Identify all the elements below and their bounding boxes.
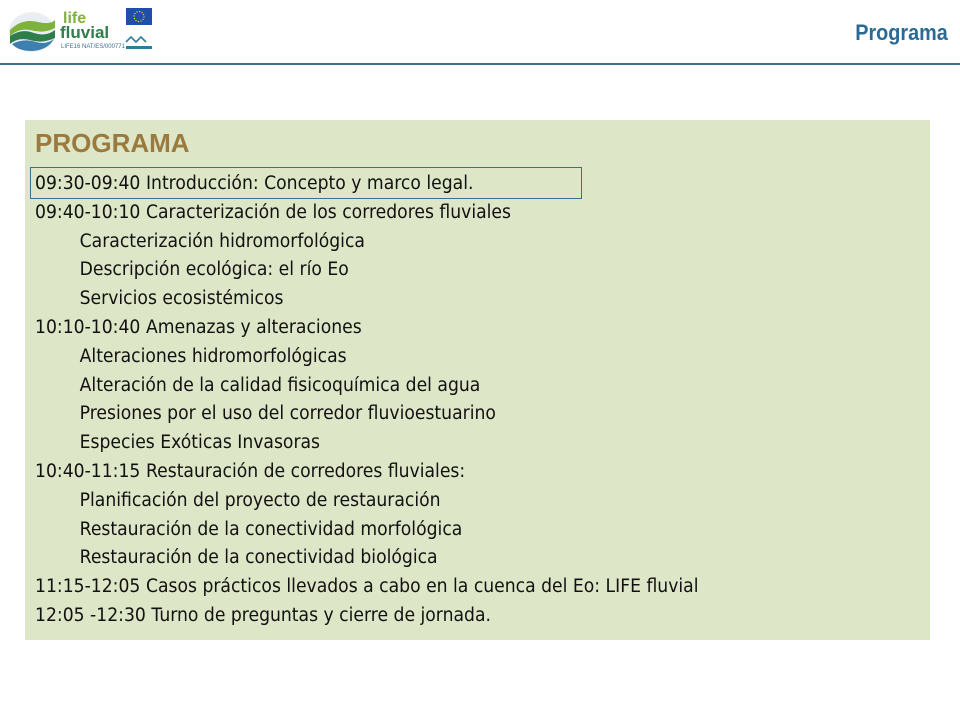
programa-item-text: Restauración de la conectividad biológica <box>79 547 438 569</box>
programa-item-text: Alteración de la calidad fisicoquímica del agua <box>79 374 481 396</box>
logo-text-life: life <box>63 10 87 27</box>
programa-item-time: 12:05 -12:30 <box>35 604 146 626</box>
programa-subitem <box>35 429 698 458</box>
programa-list <box>35 170 748 631</box>
programa-item-text: Caracterización hidromorfológica <box>79 230 365 252</box>
programa-subitem <box>35 544 698 573</box>
programa-item <box>35 458 698 487</box>
programa-panel <box>25 120 930 640</box>
programa-item-time: 09:30-09:40 <box>35 173 141 194</box>
programa-subitem <box>35 487 698 516</box>
programa-item-text: Turno de preguntas y cierre de jornada. <box>151 604 491 626</box>
programa-item-text: Amenazas y alteraciones <box>145 316 362 338</box>
life-fluvial-logo <box>8 6 158 58</box>
programa-subitem <box>35 285 698 314</box>
logo-project-code: LIFE16 NAT/ES/000771 <box>61 44 125 50</box>
programa-item-text: Presiones por el uso del corredor fluvioestuarino <box>79 403 496 425</box>
programa-item <box>35 602 698 631</box>
programa-subitem <box>35 228 698 257</box>
programa-item <box>35 314 698 343</box>
programa-item-text: Casos prácticos llevados a cabo en la cuenca del Eo: LIFE fluvial <box>145 576 699 598</box>
logo-text-fluvial: fluvial <box>60 23 110 42</box>
programa-subitem <box>35 343 698 372</box>
programa-item-text: Restauración de corredores fluviales: <box>145 460 466 482</box>
programa-item-text: Caracterización de los corredores fluviales <box>145 201 511 223</box>
programa-item-text: Servicios ecosistémicos <box>79 288 284 310</box>
page-title: Programa <box>855 20 948 45</box>
programa-subitem <box>35 372 698 401</box>
programa-item <box>35 199 698 228</box>
programa-item <box>35 170 698 199</box>
programa-heading: PROGRAMA <box>35 128 190 158</box>
programa-item-time: 11:15-12:05 <box>35 576 141 598</box>
programa-subitem <box>35 516 698 545</box>
programa-item-text: Alteraciones hidromorfológicas <box>79 345 347 367</box>
programa-item-text: Descripción ecológica: el río Eo <box>79 259 349 281</box>
header <box>0 0 960 63</box>
programa-subitem <box>35 400 698 429</box>
programa-item-text: Especies Exóticas Invasoras <box>79 432 321 454</box>
programa-item-time: 09:40-10:10 <box>35 201 141 223</box>
programa-subitem <box>35 256 698 285</box>
programa-item-time: 10:40-11:15 <box>35 460 141 482</box>
programa-item-time: 10:10-10:40 <box>35 316 141 338</box>
programa-item-text: Restauración de la conectividad morfológica <box>79 518 463 540</box>
header-divider <box>0 63 960 65</box>
programa-item-text: Planificación del proyecto de restauración <box>79 489 441 511</box>
programa-item-text: Introducción: Concepto y marco legal. <box>145 173 474 194</box>
programa-item <box>35 573 698 602</box>
